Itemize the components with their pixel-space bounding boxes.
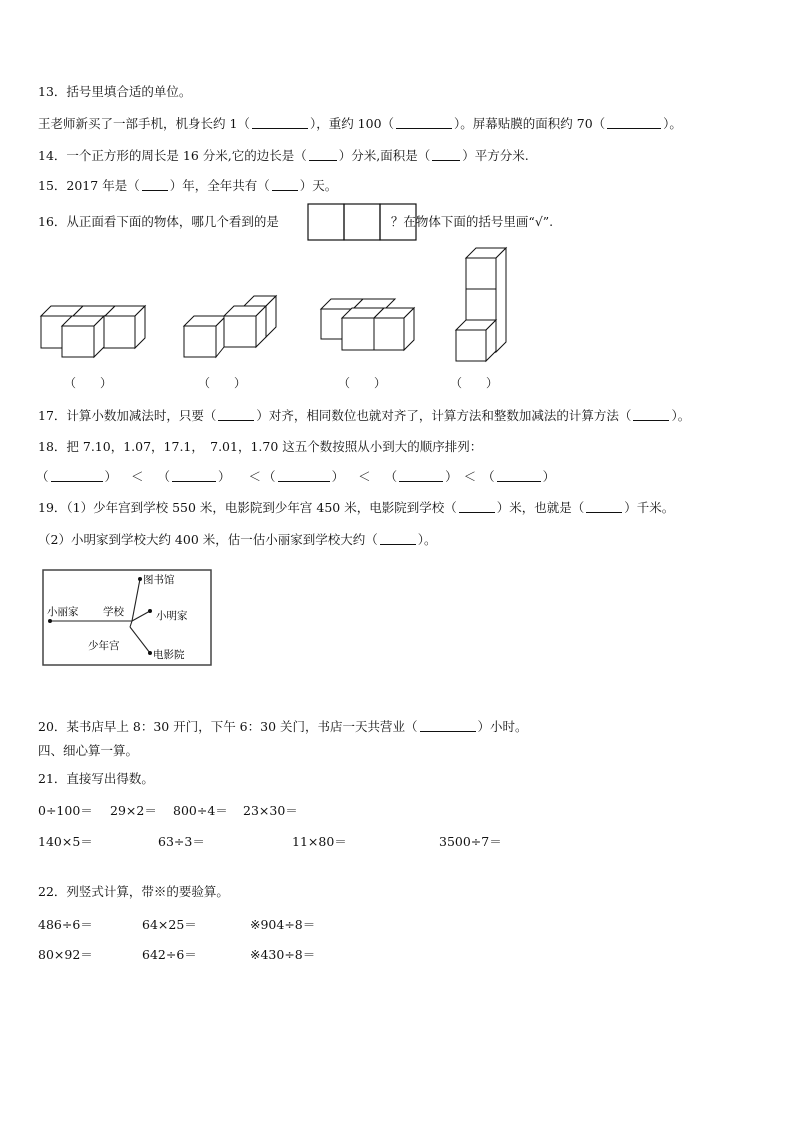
cinema-dot (148, 651, 152, 655)
q21-problem: 3500÷7＝ (439, 834, 502, 849)
q22-title: 22．列竖式计算，带※的要验算。 (38, 884, 229, 899)
q20-sentence: 20．某书店早上 8：30 开门，下午 6：30 关门，书店一天共营业（ ）小时。 (38, 719, 528, 734)
q18-title: 18．把 7.10，1.07，17.1， 7.01，1.70 这五个数按照从小到大的顺序排列： (38, 439, 483, 454)
q16-sentence: 16．从正面看下面的物体，哪几个看到的是 ？在物体下面的括号里画“√”. (38, 214, 554, 229)
q21-problem: 11×80＝ (292, 834, 347, 849)
q16-answer-paren-3[interactable]: （ ） (338, 376, 387, 390)
xiaoming-dot (148, 609, 152, 613)
q16-answer-paren-2[interactable]: （ ） (198, 376, 247, 390)
xiaoli-dot (48, 619, 52, 623)
q14-sentence: 14．一个正方形的周长是 16 分米,它的边长是（ ）分米,面积是（ ）平方分米. (38, 148, 529, 163)
q22-problem: ※904÷8＝ (250, 917, 316, 932)
q17-sentence: 17．计算小数加减法时，只要（ ）对齐，相同数位也就对齐了，计算方法和整数加减法的计算方法（ ）。 (38, 408, 691, 423)
q21-problem: 23×30＝ (243, 803, 298, 818)
q21-problem: 800÷4＝ (173, 803, 228, 818)
q22-problem: 642÷6＝ (142, 947, 197, 962)
q21-title: 21．直接写出得数。 (38, 771, 154, 786)
q15-sentence: 15．2017 年是（ ）年，全年共有（ ）天。 (38, 178, 338, 193)
q19-part1: 19．（1）少年宫到学校 550 米，电影院到少年宫 450 米，电影院到学校（ ）米，也就是（ ）千米。 (38, 500, 675, 515)
map-label-cinema: 电影院 (153, 649, 185, 661)
q21-problem: 140×5＝ (38, 834, 93, 849)
q22-problem: 64×25＝ (142, 917, 197, 932)
q22-problem: 486÷6＝ (38, 917, 93, 932)
q21-problem: 63÷3＝ (158, 834, 205, 849)
map-label-school: 学校 (103, 606, 124, 618)
q21-problem: 0÷100＝ (38, 803, 93, 818)
map-label-library: 图书馆 (143, 574, 175, 586)
q19-part2: （2）小明家到学校大约 400 米，估一估小丽家到学校大约（ ）。 (38, 532, 437, 547)
q22-problem: ※430÷8＝ (250, 947, 316, 962)
q13-title: 13．括号里填合适的单位。 (38, 84, 192, 99)
library-dot (138, 577, 142, 581)
q13-sentence: 王老师新买了一部手机，机身长约 1（ ），重约 100（ ）。屏幕贴膜的面积约 70（ ）。 (38, 116, 682, 131)
q21-problem: 29×2＝ (110, 803, 157, 818)
map-label-xiaoming: 小明家 (156, 610, 188, 622)
answer-blank[interactable] (420, 720, 476, 732)
q18-order-row: （ ） ＜ （ ） ＜ （ ） ＜ （ ） ＜ （ ） (36, 469, 556, 484)
q16-answer-paren-4[interactable]: （ ） (450, 376, 499, 390)
q16-answer-paren-1[interactable]: （ ） (64, 376, 113, 390)
section-heading: 四、细心算一算。 (38, 743, 139, 758)
map-label-youth-palace: 少年宫 (88, 640, 120, 652)
q22-problem: 80×92＝ (38, 947, 93, 962)
map-label-xiaoli: 小丽家 (47, 606, 79, 618)
